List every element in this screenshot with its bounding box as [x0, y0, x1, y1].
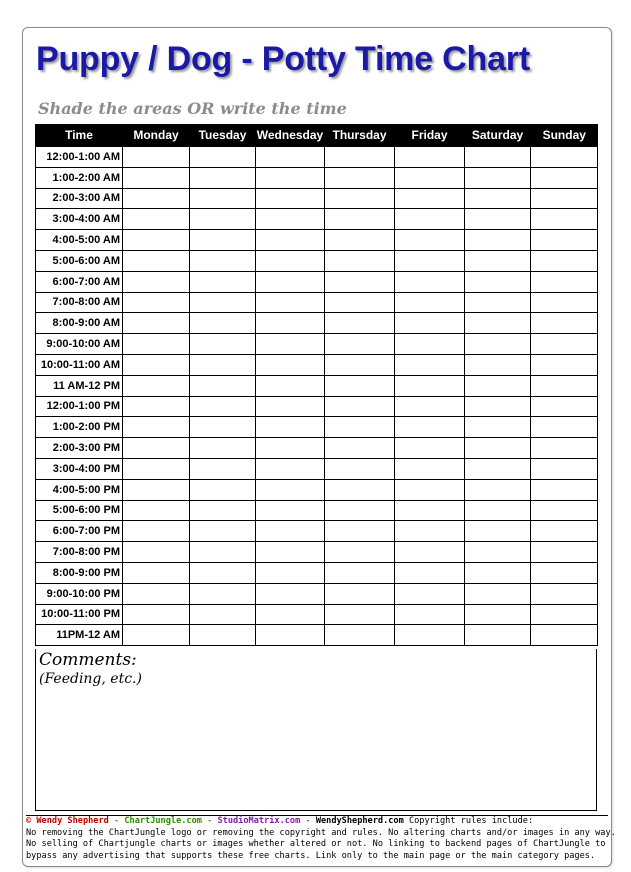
- day-cell-thursday[interactable]: [325, 375, 395, 396]
- day-cell-sunday[interactable]: [531, 209, 598, 230]
- day-cell-monday[interactable]: [123, 354, 190, 375]
- day-cell-thursday[interactable]: [325, 230, 395, 251]
- day-cell-saturday[interactable]: [465, 625, 531, 646]
- day-cell-monday[interactable]: [123, 396, 190, 417]
- time-slot-label: 1:00-2:00 PM: [36, 417, 123, 438]
- day-cell-monday[interactable]: [123, 292, 190, 313]
- time-slot-label: 7:00-8:00 PM: [36, 542, 123, 563]
- time-slot-label: 9:00-10:00 AM: [36, 334, 123, 355]
- day-cell-friday[interactable]: [395, 562, 465, 583]
- day-cell-tuesday[interactable]: [190, 209, 256, 230]
- day-cell-sunday[interactable]: [531, 188, 598, 209]
- day-cell-saturday[interactable]: [465, 209, 531, 230]
- day-cell-tuesday[interactable]: [190, 479, 256, 500]
- day-cell-sunday[interactable]: [531, 354, 598, 375]
- day-cell-friday[interactable]: [395, 625, 465, 646]
- day-cell-saturday[interactable]: [465, 438, 531, 459]
- day-cell-tuesday[interactable]: [190, 167, 256, 188]
- day-cell-sunday[interactable]: [531, 271, 598, 292]
- day-cell-sunday[interactable]: [531, 583, 598, 604]
- day-cell-monday[interactable]: [123, 479, 190, 500]
- time-slot-label: 3:00-4:00 PM: [36, 458, 123, 479]
- time-slot-label: 9:00-10:00 PM: [36, 583, 123, 604]
- column-header-sunday: Sunday: [531, 124, 598, 147]
- day-cell-tuesday[interactable]: [190, 271, 256, 292]
- time-slot-label: 11 AM-12 PM: [36, 375, 123, 396]
- comments-subtitle: (Feeding, etc.): [39, 671, 142, 687]
- day-cell-thursday[interactable]: [325, 479, 395, 500]
- footer-line-2: No removing the ChartJungle logo or removing the copyright and rules. No altering charts and/or images in any way.: [26, 827, 616, 838]
- footer-separator: -: [108, 816, 125, 826]
- day-cell-sunday[interactable]: [531, 500, 598, 521]
- table-row: [36, 604, 598, 625]
- day-cell-wednesday[interactable]: [256, 292, 325, 313]
- day-cell-friday[interactable]: [395, 230, 465, 251]
- day-cell-wednesday[interactable]: [256, 209, 325, 230]
- day-cell-sunday[interactable]: [531, 396, 598, 417]
- day-cell-monday[interactable]: [123, 458, 190, 479]
- day-cell-friday[interactable]: [395, 396, 465, 417]
- day-cell-sunday[interactable]: [531, 167, 598, 188]
- day-cell-tuesday[interactable]: [190, 521, 256, 542]
- day-cell-saturday[interactable]: [465, 500, 531, 521]
- day-cell-tuesday[interactable]: [190, 604, 256, 625]
- day-cell-saturday[interactable]: [465, 250, 531, 271]
- day-cell-monday[interactable]: [123, 521, 190, 542]
- day-cell-tuesday[interactable]: [190, 583, 256, 604]
- day-cell-saturday[interactable]: [465, 521, 531, 542]
- table-row: [36, 583, 598, 604]
- day-cell-thursday[interactable]: [325, 334, 395, 355]
- day-cell-saturday[interactable]: [465, 479, 531, 500]
- day-cell-monday[interactable]: [123, 167, 190, 188]
- day-cell-wednesday[interactable]: [256, 458, 325, 479]
- day-cell-wednesday[interactable]: [256, 417, 325, 438]
- day-cell-saturday[interactable]: [465, 458, 531, 479]
- time-slot-label: 6:00-7:00 AM: [36, 271, 123, 292]
- day-cell-tuesday[interactable]: [190, 230, 256, 251]
- day-cell-saturday[interactable]: [465, 604, 531, 625]
- day-cell-wednesday[interactable]: [256, 438, 325, 459]
- time-slot-label: 6:00-7:00 PM: [36, 521, 123, 542]
- day-cell-thursday[interactable]: [325, 583, 395, 604]
- day-cell-thursday[interactable]: [325, 188, 395, 209]
- day-cell-thursday[interactable]: [325, 438, 395, 459]
- table-row: [36, 438, 598, 459]
- day-cell-wednesday[interactable]: [256, 396, 325, 417]
- day-cell-thursday[interactable]: [325, 354, 395, 375]
- footer-separator: -: [300, 816, 316, 826]
- table-row: [36, 625, 598, 646]
- day-cell-tuesday[interactable]: [190, 292, 256, 313]
- column-header-wednesday: Wednesday: [256, 124, 325, 147]
- day-cell-monday[interactable]: [123, 604, 190, 625]
- day-cell-saturday[interactable]: [465, 188, 531, 209]
- day-cell-thursday[interactable]: [325, 500, 395, 521]
- day-cell-monday[interactable]: [123, 271, 190, 292]
- footer-line-4: bypass any advertising that supports these free charts. Link only to the main page or the main category pages.: [26, 850, 596, 861]
- day-cell-friday[interactable]: [395, 375, 465, 396]
- time-slot-label: 11PM-12 AM: [36, 625, 123, 646]
- day-cell-wednesday[interactable]: [256, 604, 325, 625]
- table-row: [36, 271, 598, 292]
- day-cell-sunday[interactable]: [531, 562, 598, 583]
- footer-separator: -: [201, 816, 218, 826]
- day-cell-thursday[interactable]: [325, 521, 395, 542]
- table-row: [36, 396, 598, 417]
- day-cell-thursday[interactable]: [325, 562, 395, 583]
- table-row: [36, 500, 598, 521]
- day-cell-monday[interactable]: [123, 542, 190, 563]
- copyright-footer: [26, 815, 616, 864]
- day-cell-tuesday[interactable]: [190, 147, 256, 168]
- day-cell-friday[interactable]: [395, 604, 465, 625]
- time-slot-label: 8:00-9:00 AM: [36, 313, 123, 334]
- column-header-tuesday: Tuesday: [190, 124, 256, 147]
- day-cell-friday[interactable]: [395, 479, 465, 500]
- comments-title: Comments:: [39, 650, 137, 670]
- time-slot-label: 4:00-5:00 PM: [36, 479, 123, 500]
- day-cell-tuesday[interactable]: [190, 354, 256, 375]
- column-header-time: Time: [36, 124, 123, 147]
- day-cell-sunday[interactable]: [531, 542, 598, 563]
- table-row: [36, 313, 598, 334]
- day-cell-friday[interactable]: [395, 521, 465, 542]
- time-slot-label: 10:00-11:00 AM: [36, 354, 123, 375]
- day-cell-saturday[interactable]: [465, 542, 531, 563]
- day-cell-wednesday[interactable]: [256, 375, 325, 396]
- day-cell-thursday[interactable]: [325, 167, 395, 188]
- day-cell-friday[interactable]: [395, 167, 465, 188]
- day-cell-wednesday[interactable]: [256, 542, 325, 563]
- day-cell-tuesday[interactable]: [190, 500, 256, 521]
- table-row: [36, 334, 598, 355]
- table-row: [36, 417, 598, 438]
- table-row: [36, 479, 598, 500]
- day-cell-saturday[interactable]: [465, 147, 531, 168]
- day-cell-friday[interactable]: [395, 313, 465, 334]
- day-cell-monday[interactable]: [123, 500, 190, 521]
- table-row: [36, 292, 598, 313]
- day-cell-sunday[interactable]: [531, 417, 598, 438]
- day-cell-wednesday[interactable]: [256, 230, 325, 251]
- day-cell-tuesday[interactable]: [190, 438, 256, 459]
- day-cell-sunday[interactable]: [531, 438, 598, 459]
- day-cell-sunday[interactable]: [531, 479, 598, 500]
- column-header-thursday: Thursday: [325, 124, 395, 147]
- day-cell-sunday[interactable]: [531, 147, 598, 168]
- day-cell-wednesday[interactable]: [256, 167, 325, 188]
- day-cell-sunday[interactable]: [531, 521, 598, 542]
- day-cell-saturday[interactable]: [465, 271, 531, 292]
- day-cell-sunday[interactable]: [531, 375, 598, 396]
- day-cell-tuesday[interactable]: [190, 417, 256, 438]
- day-cell-saturday[interactable]: [465, 396, 531, 417]
- day-cell-monday[interactable]: [123, 583, 190, 604]
- day-cell-friday[interactable]: [395, 292, 465, 313]
- day-cell-sunday[interactable]: [531, 604, 598, 625]
- day-cell-friday[interactable]: [395, 438, 465, 459]
- table-row: [36, 250, 598, 271]
- day-cell-wednesday[interactable]: [256, 625, 325, 646]
- table-row: [36, 354, 598, 375]
- day-cell-thursday[interactable]: [325, 396, 395, 417]
- day-cell-tuesday[interactable]: [190, 334, 256, 355]
- day-cell-saturday[interactable]: [465, 230, 531, 251]
- day-cell-wednesday[interactable]: [256, 500, 325, 521]
- day-cell-friday[interactable]: [395, 458, 465, 479]
- day-cell-thursday[interactable]: [325, 250, 395, 271]
- day-cell-wednesday[interactable]: [256, 313, 325, 334]
- day-cell-monday[interactable]: [123, 188, 190, 209]
- studiomatrix-link[interactable]: StudioMatrix.com: [217, 816, 301, 826]
- day-cell-saturday[interactable]: [465, 334, 531, 355]
- day-cell-saturday[interactable]: [465, 313, 531, 334]
- table-row: [36, 375, 598, 396]
- time-slot-label: 2:00-3:00 PM: [36, 438, 123, 459]
- time-slot-label: 8:00-9:00 PM: [36, 562, 123, 583]
- chartjungle-link[interactable]: ChartJungle.com: [124, 816, 202, 826]
- copyright-symbol: ©: [26, 816, 32, 826]
- day-cell-thursday[interactable]: [325, 209, 395, 230]
- time-slot-label: 3:00-4:00 AM: [36, 209, 123, 230]
- day-cell-wednesday[interactable]: [256, 271, 325, 292]
- day-cell-thursday[interactable]: [325, 147, 395, 168]
- table-body: [36, 147, 598, 646]
- day-cell-saturday[interactable]: [465, 167, 531, 188]
- time-slot-label: 12:00-1:00 AM: [36, 147, 123, 168]
- day-cell-sunday[interactable]: [531, 458, 598, 479]
- day-cell-sunday[interactable]: [531, 625, 598, 646]
- day-cell-friday[interactable]: [395, 188, 465, 209]
- day-cell-saturday[interactable]: [465, 292, 531, 313]
- day-cell-tuesday[interactable]: [190, 562, 256, 583]
- day-cell-thursday[interactable]: [325, 417, 395, 438]
- table-row: [36, 542, 598, 563]
- table-row: [36, 230, 598, 251]
- table-header-row: [36, 124, 598, 147]
- day-cell-thursday[interactable]: [325, 542, 395, 563]
- time-slot-label: 2:00-3:00 AM: [36, 188, 123, 209]
- day-cell-friday[interactable]: [395, 417, 465, 438]
- day-cell-friday[interactable]: [395, 147, 465, 168]
- day-cell-tuesday[interactable]: [190, 625, 256, 646]
- day-cell-thursday[interactable]: [325, 458, 395, 479]
- potty-time-table: [35, 124, 598, 646]
- day-cell-monday[interactable]: [123, 313, 190, 334]
- day-cell-friday[interactable]: [395, 500, 465, 521]
- day-cell-monday[interactable]: [123, 209, 190, 230]
- day-cell-monday[interactable]: [123, 438, 190, 459]
- day-cell-thursday[interactable]: [325, 313, 395, 334]
- day-cell-monday[interactable]: [123, 562, 190, 583]
- day-cell-wednesday[interactable]: [256, 521, 325, 542]
- day-cell-thursday[interactable]: [325, 604, 395, 625]
- day-cell-wednesday[interactable]: [256, 188, 325, 209]
- table-row: [36, 562, 598, 583]
- day-cell-monday[interactable]: [123, 417, 190, 438]
- day-cell-sunday[interactable]: [531, 230, 598, 251]
- day-cell-saturday[interactable]: [465, 583, 531, 604]
- table-row: [36, 188, 598, 209]
- day-cell-saturday[interactable]: [465, 562, 531, 583]
- day-cell-friday[interactable]: [395, 209, 465, 230]
- day-cell-friday[interactable]: [395, 583, 465, 604]
- day-cell-wednesday[interactable]: [256, 562, 325, 583]
- day-cell-sunday[interactable]: [531, 292, 598, 313]
- time-slot-label: 5:00-6:00 AM: [36, 250, 123, 271]
- day-cell-wednesday[interactable]: [256, 479, 325, 500]
- day-cell-tuesday[interactable]: [190, 250, 256, 271]
- column-header-friday: Friday: [395, 124, 465, 147]
- day-cell-wednesday[interactable]: [256, 583, 325, 604]
- day-cell-monday[interactable]: [123, 147, 190, 168]
- day-cell-wednesday[interactable]: [256, 250, 325, 271]
- day-cell-friday[interactable]: [395, 542, 465, 563]
- day-cell-friday[interactable]: [395, 271, 465, 292]
- day-cell-sunday[interactable]: [531, 334, 598, 355]
- day-cell-wednesday[interactable]: [256, 334, 325, 355]
- day-cell-monday[interactable]: [123, 375, 190, 396]
- day-cell-saturday[interactable]: [465, 417, 531, 438]
- table-row: [36, 521, 598, 542]
- day-cell-monday[interactable]: [123, 334, 190, 355]
- time-slot-label: 1:00-2:00 AM: [36, 167, 123, 188]
- day-cell-friday[interactable]: [395, 334, 465, 355]
- day-cell-thursday[interactable]: [325, 271, 395, 292]
- day-cell-tuesday[interactable]: [190, 313, 256, 334]
- time-slot-label: 12:00-1:00 PM: [36, 396, 123, 417]
- day-cell-friday[interactable]: [395, 354, 465, 375]
- day-cell-tuesday[interactable]: [190, 542, 256, 563]
- table-row: [36, 167, 598, 188]
- day-cell-wednesday[interactable]: [256, 147, 325, 168]
- copyright-rules-intro: Copyright rules include:: [403, 816, 534, 826]
- day-cell-thursday[interactable]: [325, 292, 395, 313]
- column-header-monday: Monday: [123, 124, 190, 147]
- time-slot-label: 10:00-11:00 PM: [36, 604, 123, 625]
- author-name: Wendy Shepherd: [36, 816, 109, 826]
- day-cell-friday[interactable]: [395, 250, 465, 271]
- day-cell-monday[interactable]: [123, 230, 190, 251]
- time-slot-label: 4:00-5:00 AM: [36, 230, 123, 251]
- day-cell-tuesday[interactable]: [190, 188, 256, 209]
- time-slot-label: 7:00-8:00 AM: [36, 292, 123, 313]
- footer-line-1: [26, 816, 608, 828]
- day-cell-tuesday[interactable]: [190, 375, 256, 396]
- page-title: Puppy / Dog - Potty Time Chart: [36, 40, 530, 78]
- column-header-saturday: Saturday: [465, 124, 531, 147]
- instructions-subtitle: Shade the areas OR write the time: [38, 99, 347, 118]
- day-cell-thursday[interactable]: [325, 625, 395, 646]
- day-cell-sunday[interactable]: [531, 313, 598, 334]
- day-cell-sunday[interactable]: [531, 250, 598, 271]
- table-row: [36, 458, 598, 479]
- table-row: [36, 147, 598, 168]
- day-cell-saturday[interactable]: [465, 354, 531, 375]
- table-row: [36, 209, 598, 230]
- day-cell-saturday[interactable]: [465, 375, 531, 396]
- comments-box[interactable]: [35, 649, 597, 811]
- time-slot-label: 5:00-6:00 PM: [36, 500, 123, 521]
- day-cell-monday[interactable]: [123, 250, 190, 271]
- day-cell-wednesday[interactable]: [256, 354, 325, 375]
- day-cell-tuesday[interactable]: [190, 458, 256, 479]
- day-cell-tuesday[interactable]: [190, 396, 256, 417]
- wendyshepherd-link[interactable]: WendyShepherd.com: [315, 816, 404, 826]
- day-cell-monday[interactable]: [123, 625, 190, 646]
- footer-line-3: No selling of Chartjungle charts or images whether altered or not. No linking to backend pages of ChartJungle to: [26, 839, 606, 849]
